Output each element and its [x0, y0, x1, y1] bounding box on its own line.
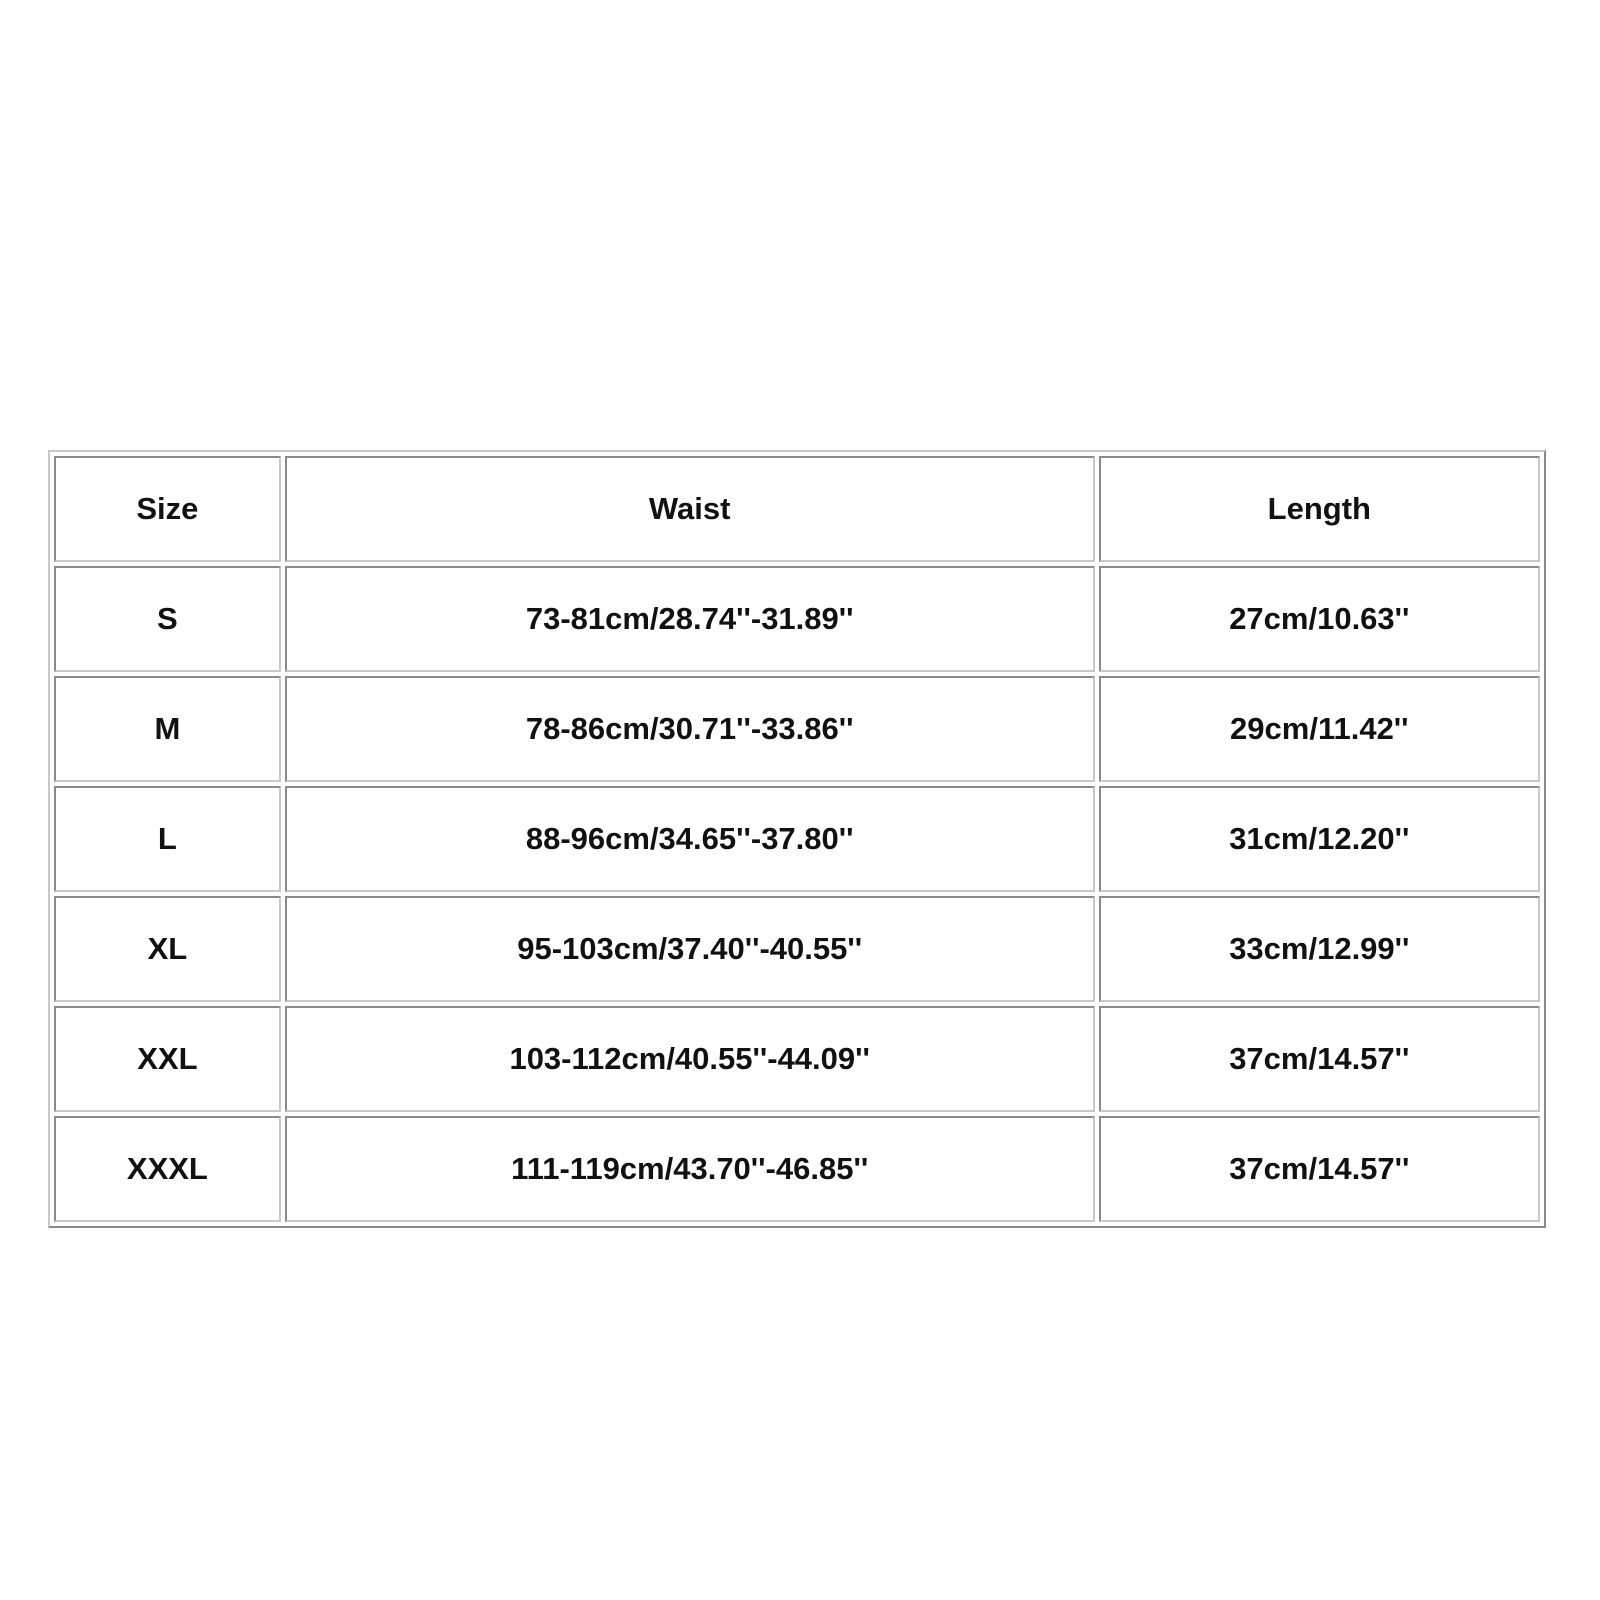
cell-length: 31cm/12.20'' [1099, 786, 1540, 892]
table-row [54, 1116, 1540, 1222]
cell-waist: 111-119cm/43.70''-46.85'' [285, 1116, 1095, 1222]
table-row [54, 786, 1540, 892]
cell-length: 37cm/14.57'' [1099, 1006, 1540, 1112]
table-row [54, 1006, 1540, 1112]
cell-waist: 95-103cm/37.40''-40.55'' [285, 896, 1095, 1002]
header-length: Length [1099, 456, 1540, 562]
size-chart-table [48, 450, 1546, 1228]
cell-size: XL [54, 896, 281, 1002]
cell-waist: 73-81cm/28.74''-31.89'' [285, 566, 1095, 672]
cell-length: 37cm/14.57'' [1099, 1116, 1540, 1222]
table-header-row [54, 456, 1540, 562]
cell-size: M [54, 676, 281, 782]
header-waist: Waist [285, 456, 1095, 562]
cell-size: XXXL [54, 1116, 281, 1222]
cell-length: 29cm/11.42'' [1099, 676, 1540, 782]
table-row [54, 676, 1540, 782]
table-row [54, 566, 1540, 672]
cell-size: L [54, 786, 281, 892]
cell-length: 33cm/12.99'' [1099, 896, 1540, 1002]
cell-waist: 103-112cm/40.55''-44.09'' [285, 1006, 1095, 1112]
cell-size: S [54, 566, 281, 672]
header-size: Size [54, 456, 281, 562]
cell-waist: 88-96cm/34.65''-37.80'' [285, 786, 1095, 892]
table-row [54, 896, 1540, 1002]
cell-size: XXL [54, 1006, 281, 1112]
cell-waist: 78-86cm/30.71''-33.86'' [285, 676, 1095, 782]
cell-length: 27cm/10.63'' [1099, 566, 1540, 672]
